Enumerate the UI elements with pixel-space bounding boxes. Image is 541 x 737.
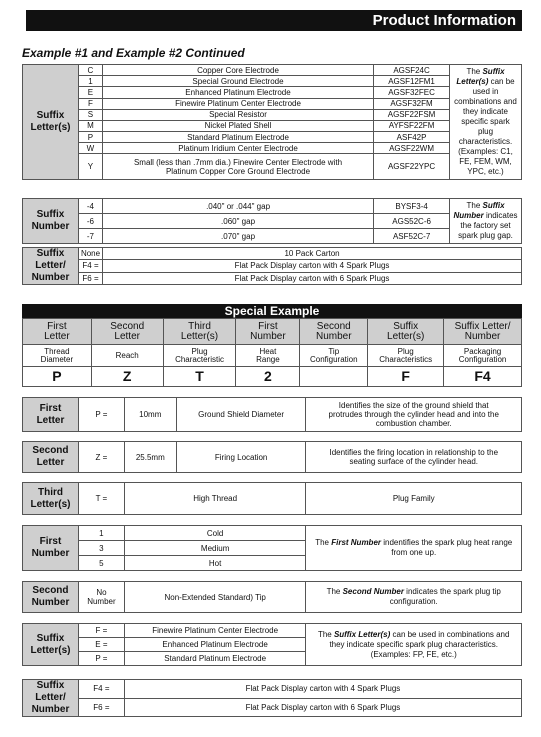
example-letter: F: [368, 367, 444, 387]
eq-cell: P =: [78, 398, 124, 432]
special-example-table: [22, 318, 522, 387]
col-header: First Letter: [23, 319, 92, 345]
second-letter-table: [22, 441, 522, 473]
col-subheader: Plug Characteristic: [163, 345, 236, 367]
code-cell: -4: [78, 199, 102, 214]
second-letter-label: Second Letter: [23, 442, 79, 473]
desc-cell: Identifies the size of the ground shield that protrudes through the cylinder head and into the combustion chamber.: [306, 398, 522, 432]
col-header: Third Letter(s): [163, 319, 236, 345]
desc-cell: Medium: [124, 541, 306, 556]
desc-cell: .070" gap: [102, 229, 373, 244]
code-cell: F6 =: [78, 698, 124, 717]
code-cell: S: [78, 109, 102, 120]
desc-cell: Non-Extended Standard) Tip: [124, 582, 306, 613]
first-number-note: The First Number indentifies the spark plug heat range from one up.: [306, 526, 522, 571]
code-cell: F: [78, 98, 102, 109]
desc-cell: Standard Platinum Electrode: [124, 652, 306, 666]
example-letter: T: [163, 367, 236, 387]
suffix-number-table: [22, 198, 522, 244]
part-cell: BYSF3-4: [374, 199, 450, 214]
second-number-label: Second Number: [23, 582, 79, 613]
code-cell: E =: [78, 638, 124, 652]
part-cell: ASF42P: [374, 132, 450, 143]
name-cell: Ground Shield Diameter: [176, 398, 306, 432]
part-cell: AYFSF22FM: [374, 120, 450, 131]
code-cell: 1: [78, 76, 102, 87]
suffix-letters-detail-label: Suffix Letter(s): [23, 624, 79, 666]
desc-cell: Standard Platinum Electrode: [102, 132, 373, 143]
desc-cell: Small (less than .7mm dia.) Finewire Center Electrode with Platinum Copper Core Ground Electrode: [102, 154, 373, 180]
code-cell: 1: [78, 526, 124, 541]
first-letter-table: [22, 397, 522, 432]
page-header: [26, 10, 522, 31]
suffix-letter-number-table: [22, 247, 522, 285]
eq-cell: Z =: [78, 442, 124, 473]
part-cell: AGSF22FSM: [374, 109, 450, 120]
desc-cell: Cold: [124, 526, 306, 541]
part-cell: AGSF12FM1: [374, 76, 450, 87]
col-header: Second Number: [300, 319, 368, 345]
col-subheader: Tip Configuration: [300, 345, 368, 367]
desc-cell: Special Resistor: [102, 109, 373, 120]
col-subheader: Packaging Configuration: [444, 345, 522, 367]
code-cell: F4 =: [78, 680, 124, 699]
code-cell: No Number: [78, 582, 124, 613]
desc-cell: Special Ground Electrode: [102, 76, 373, 87]
suffix-letter-number-label: Suffix Letter/ Number: [23, 248, 79, 285]
code-cell: P: [78, 132, 102, 143]
code-cell: None: [78, 248, 102, 260]
part-cell: AGSF32FEC: [374, 87, 450, 98]
code-cell: M: [78, 120, 102, 131]
desc-cell: Flat Pack Display carton with 6 Spark Plugs: [103, 272, 522, 284]
desc-cell: .040" or .044" gap: [102, 199, 373, 214]
first-letter-label: First Letter: [23, 398, 79, 432]
example-letter: 2: [236, 367, 300, 387]
suffix-letter-number-detail-table: [22, 679, 522, 717]
desc-cell: 10 Pack Carton: [103, 248, 522, 260]
part-cell: ASF52C-7: [374, 229, 450, 244]
example-letter: P: [23, 367, 92, 387]
code-cell: E: [78, 87, 102, 98]
code-cell: -6: [78, 214, 102, 229]
col-header: Suffix Letter/ Number: [444, 319, 522, 345]
third-letter-label: Third Letter(s): [23, 483, 79, 515]
desc-cell: Flat Pack Display carton with 4 Spark Plugs: [103, 260, 522, 272]
desc-cell: Platinum Iridium Center Electrode: [102, 143, 373, 154]
suffix-letters-label: Suffix Letter(s): [23, 65, 79, 180]
col-subheader: Reach: [91, 345, 163, 367]
first-number-label: First Number: [23, 526, 79, 571]
desc-cell: Finewire Platinum Center Electrode: [124, 624, 306, 638]
name-cell: High Thread: [124, 483, 306, 515]
page-title: Product Information: [372, 12, 516, 29]
desc-cell: Plug Family: [306, 483, 522, 515]
col-subheader: Plug Characteristics: [368, 345, 444, 367]
desc-cell: .060" gap: [102, 214, 373, 229]
example-letter: Z: [91, 367, 163, 387]
desc-cell: Enhanced Platinum Electrode: [102, 87, 373, 98]
example-letter: F4: [444, 367, 522, 387]
desc-cell: Identifies the firing location in relationship to the seating surface of the cylinder head.: [306, 442, 522, 473]
code-cell: Y: [78, 154, 102, 180]
code-cell: 3: [78, 541, 124, 556]
col-header: First Number: [236, 319, 300, 345]
special-example-title: Special Example: [22, 304, 522, 318]
section-subheading: Example #1 and Example #2 Continued: [22, 46, 245, 60]
code-cell: W: [78, 143, 102, 154]
desc-cell: Hot: [124, 556, 306, 571]
suffix-number-label: Suffix Number: [23, 199, 79, 244]
col-subheader: Thread Diameter: [23, 345, 92, 367]
suffix-letters-detail-table: [22, 623, 522, 666]
desc-cell: Flat Pack Display carton with 4 Spark Plugs: [124, 680, 521, 699]
second-number-note: The Second Number indicates the spark plug tip configuration.: [306, 582, 522, 613]
col-subheader: Heat Range: [236, 345, 300, 367]
desc-cell: Enhanced Platinum Electrode: [124, 638, 306, 652]
code-cell: 5: [78, 556, 124, 571]
third-letter-table: [22, 482, 522, 515]
first-number-table: [22, 525, 522, 571]
part-cell: AGSF22YPC: [374, 154, 450, 180]
desc-cell: Flat Pack Display carton with 6 Spark Plugs: [124, 698, 521, 717]
desc-cell: Copper Core Electrode: [102, 65, 373, 76]
part-cell: AGS52C-6: [374, 214, 450, 229]
code-cell: F4 =: [78, 260, 102, 272]
example-letter: [300, 367, 368, 387]
suffix-letters-detail-note: The Suffix Letter(s) can be used in combinations and they indicate specific spark plug characteristics. (Examples: FP, FE, etc.): [306, 624, 522, 666]
value-cell: 25.5mm: [124, 442, 176, 473]
code-cell: -7: [78, 229, 102, 244]
suffix-letters-table: [22, 64, 522, 180]
eq-cell: T =: [78, 483, 124, 515]
suffix-letters-note: The Suffix Letter(s) can be used in combinations and they indicate specific spark plug characteristics. (Examples: C1, FE, FEM, WM, YPC, etc.): [450, 65, 522, 180]
value-cell: 10mm: [124, 398, 176, 432]
part-cell: AGSF22WM: [374, 143, 450, 154]
part-cell: AGSF32FM: [374, 98, 450, 109]
code-cell: P =: [78, 652, 124, 666]
desc-cell: Nickel Plated Shell: [102, 120, 373, 131]
suffix-number-note: The Suffix Number indicates the factory set spark plug gap.: [450, 199, 522, 244]
second-number-table: [22, 581, 522, 613]
part-cell: AGSF24C: [374, 65, 450, 76]
code-cell: F6 =: [78, 272, 102, 284]
desc-cell: Finewire Platinum Center Electrode: [102, 98, 373, 109]
col-header: Second Letter: [91, 319, 163, 345]
col-header: Suffix Letter(s): [368, 319, 444, 345]
name-cell: Firing Location: [176, 442, 306, 473]
code-cell: C: [78, 65, 102, 76]
suffix-letter-number-detail-label: Suffix Letter/ Number: [23, 680, 79, 717]
code-cell: F =: [78, 624, 124, 638]
